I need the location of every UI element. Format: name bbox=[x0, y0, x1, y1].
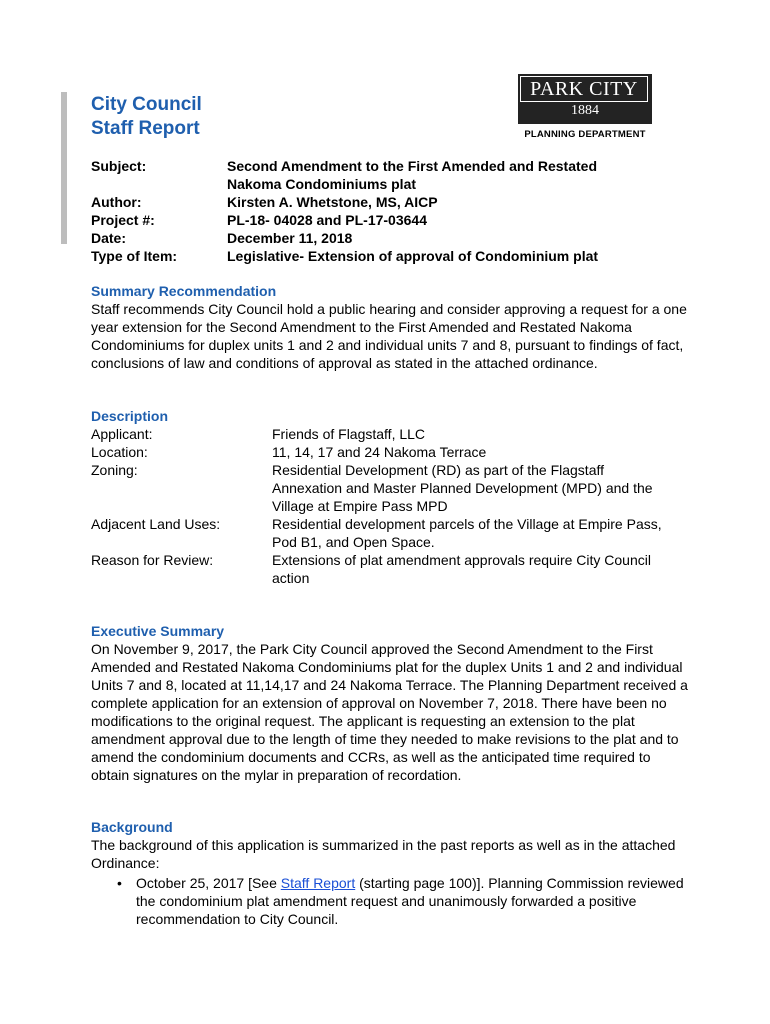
summary-text: Staff recommends City Council hold a public hearing and consider approving a request for a one year extension for the Second Amendment to the First Amended and Restated Nakoma Condominiums for duplex units 1 and 2 and individual units 7 and 8, pursuant to findings of fact, conclusions of law and conditions of approval as stated in the attached ordinance. bbox=[91, 301, 687, 371]
reason-value: Extensions of plat amendment approvals require City Council action bbox=[272, 552, 651, 586]
background-heading: Background bbox=[91, 819, 173, 835]
list-item-prefix: October 25, 2017 [See bbox=[136, 875, 281, 891]
page-title bbox=[91, 93, 202, 141]
logo-year: 1884 bbox=[571, 103, 599, 118]
background-list-item bbox=[136, 874, 686, 928]
logo-badge bbox=[518, 74, 652, 124]
date-value: December 11, 2018 bbox=[227, 230, 353, 246]
staff-report-link[interactable]: Staff Report bbox=[280, 875, 356, 891]
adjacent-value: Residential development parcels of the Village at Empire Pass, Pod B1, and Open Space. bbox=[272, 516, 662, 550]
title-line-2: Staff Report bbox=[91, 118, 200, 139]
subject-label: Subject: bbox=[91, 158, 147, 174]
logo-department: PLANNING DEPARTMENT bbox=[524, 129, 646, 140]
zoning-value: Residential Development (RD) as part of the Flagstaff Annexation and Master Planned Development (MPD) and the Village at Empire Pass MPD bbox=[272, 462, 653, 514]
subject-value: Second Amendment to the First Amended and Restated Nakoma Condominiums plat bbox=[227, 158, 598, 192]
project-label: Project #: bbox=[91, 212, 155, 228]
zoning-label: Zoning: bbox=[91, 462, 138, 478]
executive-text: On November 9, 2017, the Park City Council approved the Second Amendment to the First Amended and Restated Nakoma Condominiums plat for the duplex Units 1 and 2 and individual Units 7 and 8, located at 11,14,17 and 24 Nakoma Terrace. The Planning Department received a complete application for an extension of approval on November 7, 2018. There have been no modifications to the original request. The applicant is requesting an extension to the plat amendment approval due to the length of time they needed to make revisions to the plat and to amend the condominium documents and CCRs, as well as the anticipated time required to obtain signatures on the mylar in preparation of recordation. bbox=[91, 641, 688, 783]
title-line-1: City Council bbox=[91, 94, 202, 115]
date-label: Date: bbox=[91, 230, 127, 246]
title-accent-bar bbox=[61, 92, 67, 244]
list-item-suffix: (starting page 100)]. Planning Commission reviewed the condominium plat amendment request and unanimously forwarded a positive recommendation to City Council. bbox=[136, 875, 684, 927]
summary-heading: Summary Recommendation bbox=[91, 283, 277, 299]
executive-heading: Executive Summary bbox=[91, 623, 225, 639]
adjacent-label: Adjacent Land Uses: bbox=[91, 516, 221, 532]
logo-name: PARK CITY bbox=[520, 76, 648, 102]
type-value: Legislative- Extension of approval of Condominium plat bbox=[227, 248, 599, 264]
applicant-label: Applicant: bbox=[91, 426, 153, 442]
project-value: PL-18- 04028 and PL-17-03644 bbox=[227, 212, 427, 228]
type-label: Type of Item: bbox=[91, 248, 178, 264]
author-value: Kirsten A. Whetstone, MS, AICP bbox=[227, 194, 438, 210]
reason-label: Reason for Review: bbox=[91, 552, 214, 568]
background-text: The background of this application is summarized in the past reports as well as in the attached Ordinance: bbox=[91, 837, 676, 871]
location-label: Location: bbox=[91, 444, 148, 460]
location-value: 11, 14, 17 and 24 Nakoma Terrace bbox=[272, 444, 487, 460]
park-city-logo bbox=[518, 74, 652, 146]
applicant-value: Friends of Flagstaff, LLC bbox=[272, 426, 426, 442]
author-label: Author: bbox=[91, 194, 142, 210]
bullet-marker: • bbox=[117, 875, 122, 891]
description-heading: Description bbox=[91, 408, 169, 424]
